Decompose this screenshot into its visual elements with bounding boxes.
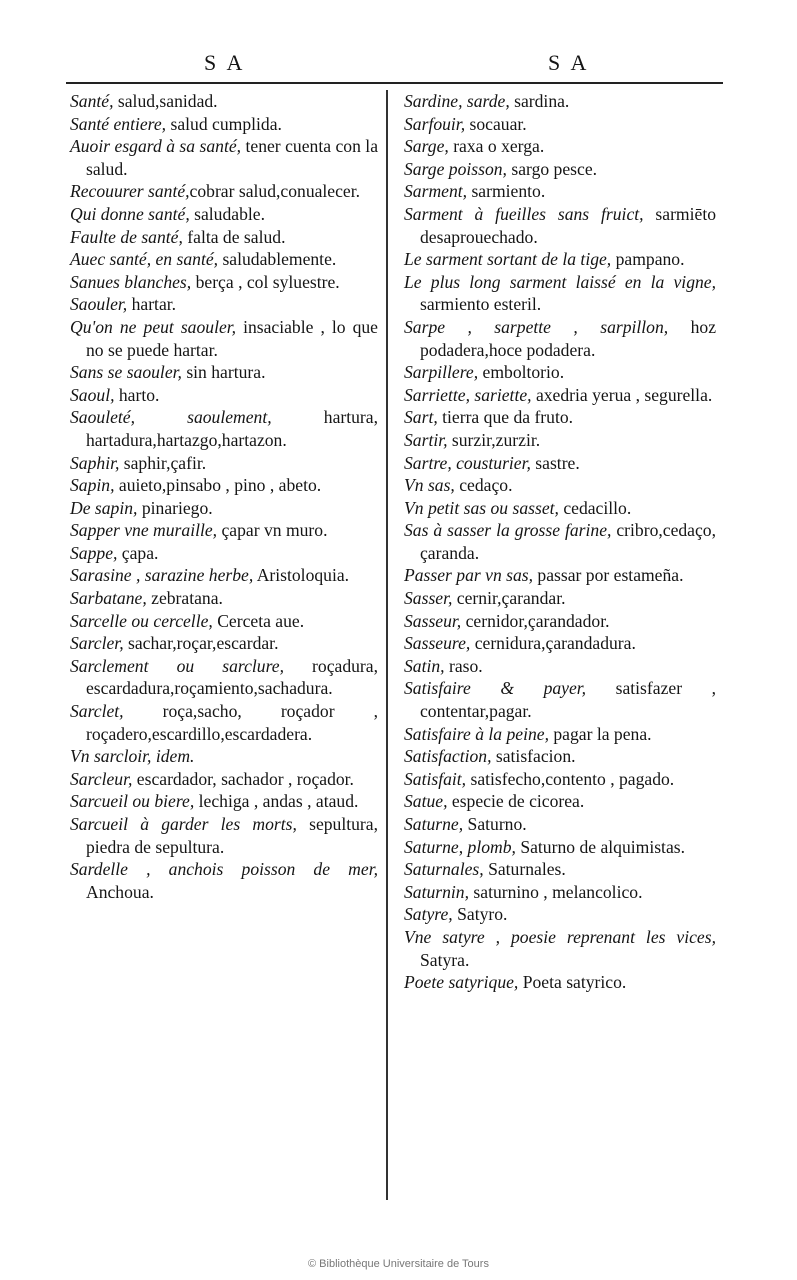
entry-headword: Sartre, cousturier, — [404, 452, 531, 473]
entry-headword: Sarcleur, — [70, 768, 133, 789]
entry-definition: salud cumplida. — [166, 113, 282, 134]
right-column — [404, 90, 716, 994]
dictionary-entry — [70, 361, 378, 384]
dictionary-entry — [404, 519, 716, 564]
entry-headword: Sarcelle ou cercelle, — [70, 610, 213, 631]
entry-definition: saludablemente. — [218, 249, 337, 270]
entry-headword: Sarpillere, — [404, 362, 479, 383]
entry-headword: Saturne, — [404, 814, 464, 834]
entry-definition: Satyra. — [420, 949, 470, 970]
dictionary-entry — [404, 248, 716, 271]
entry-definition: Cerceta aue. — [212, 610, 305, 631]
entry-headword: Saphir, — [70, 452, 120, 473]
entry-definition: Saturno de alquimistas. — [515, 836, 685, 857]
entry-definition: roça,sacho, roçador , roçadero,escardillo,escardadera. — [86, 701, 378, 744]
entry-headword: Santé entiere, — [70, 113, 167, 134]
entry-definition: saludable. — [189, 203, 265, 224]
entry-definition: sastre. — [530, 452, 580, 473]
dictionary-entry — [404, 858, 716, 881]
entry-headword: Sasser, — [404, 588, 453, 609]
dictionary-entry — [404, 158, 716, 181]
entry-definition: tener cuenta con la salud. — [86, 136, 378, 179]
entry-headword: Sarasine , sarazine herbe, — [70, 565, 254, 586]
entry-definition: auieto,pinsabo , pino , abeto. — [114, 475, 322, 496]
entry-definition: satisfecho,contento , pagado. — [466, 768, 675, 789]
entry-headword: Sarbatane, — [70, 588, 147, 609]
dictionary-entry — [70, 813, 378, 858]
entry-definition: sargo pesce. — [506, 158, 598, 179]
entry-definition: Satyro. — [452, 904, 508, 925]
library-credit: © Bibliothèque Universitaire de Tours — [308, 1258, 489, 1270]
dictionary-entry — [404, 655, 716, 678]
entry-headword: Sarclet, — [70, 701, 124, 722]
running-head-right: S A — [548, 50, 590, 75]
entry-definition: çapa. — [117, 542, 159, 563]
entry-headword: Le sarment sortant de la tige, — [404, 249, 612, 270]
dictionary-entry — [404, 745, 716, 768]
entry-headword: Vne satyre , poesie reprenant les vices, — [404, 926, 716, 947]
entry-headword: Sas à sasser la grosse farine, — [404, 520, 612, 541]
dictionary-entry — [70, 180, 378, 203]
entry-definition: Saturno. — [463, 814, 527, 834]
entry-definition: passar por estameña. — [533, 565, 684, 586]
dictionary-entry — [70, 632, 378, 655]
dictionary-entry — [404, 180, 716, 203]
dictionary-entry — [70, 474, 378, 497]
entry-definition: çapar vn muro. — [217, 520, 328, 541]
entry-headword: Sardelle , anchois poisson de mer, — [70, 859, 378, 880]
entry-headword: Santé, — [70, 91, 114, 111]
entry-definition: satisfacion. — [491, 746, 576, 767]
entry-definition: Aristoloquia. — [253, 565, 350, 586]
entry-headword: Sarcler, — [70, 633, 124, 654]
entry-definition: zebratana. — [146, 588, 223, 609]
entry-headword: Saoul, — [70, 384, 115, 405]
dictionary-entry — [70, 248, 378, 271]
column-divider — [386, 90, 388, 1200]
dictionary-entry — [70, 135, 378, 180]
dictionary-entry — [404, 903, 716, 926]
entry-definition: cernir,çarandar. — [452, 588, 566, 609]
dictionary-entry — [404, 429, 716, 452]
dictionary-entry — [70, 564, 378, 587]
entry-headword: Vn sas, — [404, 475, 455, 496]
entry-headword: Poete satyrique, — [404, 972, 519, 993]
dictionary-entry — [70, 790, 378, 813]
dictionary-entry — [404, 971, 716, 994]
entry-definition: surzir,zurzir. — [447, 429, 541, 450]
dictionary-entry — [70, 497, 378, 520]
entry-definition: hartar. — [127, 294, 177, 315]
left-column — [70, 90, 378, 903]
entry-headword: Saturnin, — [404, 881, 470, 902]
entry-headword: Sartir, — [404, 429, 448, 450]
dictionary-entry — [404, 90, 716, 113]
dictionary-entry — [70, 452, 378, 475]
entry-headword: De sapin, — [70, 497, 138, 518]
entry-headword: Vn petit sas ou sasset, — [404, 497, 559, 518]
entry-headword: Sarclement ou sarclure, — [70, 655, 284, 676]
entry-headword: Satisfait, — [404, 768, 467, 789]
dictionary-entry — [70, 858, 378, 903]
dictionary-entry — [70, 293, 378, 316]
entry-definition: insaciable , lo que no se puede hartar. — [86, 316, 378, 360]
entry-headword: Saouleté, saoulement, — [70, 407, 272, 428]
entry-headword: Le plus long sarment laissé en la vigne, — [404, 271, 716, 292]
entry-headword: Qui donne santé, — [70, 203, 190, 224]
entry-headword: Recouurer santé, — [70, 181, 190, 202]
entry-definition: sarmiento. — [467, 181, 546, 202]
entry-definition: falta de salud. — [182, 226, 286, 247]
entry-definition: raso. — [444, 655, 483, 676]
entry-definition: hartura, hartadura,hartazgo,hartazon. — [86, 407, 378, 450]
dictionary-entry — [404, 271, 716, 316]
entry-headword: Sarge, — [404, 136, 449, 157]
dictionary-entry — [404, 406, 716, 429]
entry-headword: Passer par vn sas, — [404, 565, 534, 586]
dictionary-entry — [70, 113, 378, 136]
entry-definition: berça , col syluestre. — [191, 271, 340, 292]
entry-headword: Sanues blanches, — [70, 271, 192, 292]
entry-headword: Sarge poisson, — [404, 158, 507, 179]
entry-headword: Qu'on ne peut saouler, — [70, 316, 237, 337]
entry-definition: cernidor,çarandador. — [461, 610, 610, 631]
dictionary-entry — [404, 135, 716, 158]
dictionary-entry — [70, 519, 378, 542]
entry-headword: Sasseure, — [404, 633, 471, 654]
dictionary-entry — [70, 610, 378, 633]
dictionary-entry — [404, 768, 716, 791]
entry-definition: raxa o xerga. — [448, 136, 545, 157]
dictionary-entry — [404, 474, 716, 497]
dictionary-entry — [70, 203, 378, 226]
entry-headword: Satue, — [404, 791, 448, 812]
entry-definition: cernidura,çarandadura. — [470, 633, 636, 654]
dictionary-entry — [404, 881, 716, 904]
entry-definition: Saturnales. — [483, 859, 566, 880]
entry-definition: sachar,roçar,escardar. — [123, 633, 279, 654]
dictionary-entry — [404, 632, 716, 655]
entry-headword: Satyre, — [404, 904, 453, 925]
entry-headword: Saturne, plomb, — [404, 836, 516, 857]
entry-definition: sarmiento esteril. — [420, 294, 542, 315]
dictionary-entry — [404, 316, 716, 361]
dictionary-entry — [70, 587, 378, 610]
dictionary-entry — [70, 745, 378, 768]
dictionary-entry — [404, 452, 716, 475]
entry-definition: harto. — [114, 384, 160, 405]
entry-headword: Sasseur, — [404, 610, 462, 631]
entry-headword: Sarment à fueilles sans fruict, — [404, 203, 644, 224]
entry-definition: pagar la pena. — [548, 723, 652, 744]
entry-headword: Sarcueil à garder les morts, — [70, 814, 297, 834]
dictionary-entry — [404, 723, 716, 746]
entry-definition: Poeta satyrico. — [518, 972, 627, 993]
dictionary-entry — [70, 768, 378, 791]
entry-headword: Sarcueil ou biere, — [70, 791, 195, 812]
dictionary-entry — [70, 700, 378, 745]
dictionary-entry — [70, 90, 378, 113]
entry-headword: Satisfaction, — [404, 746, 492, 767]
entry-headword: Sarfouir, — [404, 113, 466, 134]
dictionary-entry — [404, 497, 716, 520]
entry-definition: sepultura, piedra de sepultura. — [86, 814, 378, 857]
dictionary-entry — [404, 587, 716, 610]
entry-headword: Sarment, — [404, 181, 468, 202]
entry-headword: Satin, — [404, 655, 445, 676]
dictionary-entry — [404, 926, 716, 971]
entry-headword: Vn sarcloir, idem. — [70, 746, 195, 767]
entry-headword: Sapper vne muraille, — [70, 520, 218, 541]
entry-definition: socauar. — [465, 113, 527, 134]
dictionary-entry — [70, 406, 378, 451]
entry-headword: Sart, — [404, 407, 438, 428]
header-rule — [66, 82, 723, 84]
entry-headword: Sarriette, sariette, — [404, 384, 532, 405]
entry-definition: pampano. — [611, 249, 685, 270]
entry-definition: salud,sanidad. — [113, 91, 218, 111]
entry-headword: Sans se saouler, — [70, 362, 182, 383]
dictionary-entry — [70, 226, 378, 249]
entry-headword: Sappe, — [70, 542, 118, 563]
entry-definition: escardador, sachador , roçador. — [132, 768, 354, 789]
entry-definition: emboltorio. — [478, 362, 565, 383]
entry-headword: Satisfaire & payer, — [404, 678, 587, 699]
dictionary-entry — [404, 203, 716, 248]
dictionary-entry — [70, 384, 378, 407]
entry-headword: Sapin, — [70, 475, 115, 496]
dictionary-entry — [404, 790, 716, 813]
entry-headword: Auec santé, en santé, — [70, 249, 219, 270]
entry-definition: satisfazer , contentar,pagar. — [420, 678, 716, 722]
entry-definition: sin hartura. — [181, 362, 266, 383]
entry-definition: axedria yerua , segurella. — [531, 384, 713, 405]
entry-definition: sarmiēto desaprouechado. — [420, 203, 716, 247]
entry-definition: saphir,çafir. — [119, 452, 207, 473]
entry-definition: cedacillo. — [558, 497, 632, 518]
entry-definition: cedaço. — [454, 475, 513, 496]
entry-definition: especie de cicorea. — [447, 791, 585, 812]
entry-definition: lechiga , andas , ataud. — [194, 791, 359, 812]
dictionary-entry — [404, 564, 716, 587]
dictionary-entry — [404, 384, 716, 407]
entry-definition: sardina. — [509, 91, 570, 111]
dictionary-entry — [70, 542, 378, 565]
entry-headword: Sardine, sarde, — [404, 91, 510, 111]
entry-definition: pinariego. — [137, 497, 213, 518]
dictionary-entry — [70, 655, 378, 700]
running-head-left: S A — [204, 50, 246, 75]
dictionary-entry — [404, 610, 716, 633]
dictionary-entry — [404, 113, 716, 136]
entry-definition: hoz podadera,hoce podadera. — [420, 316, 716, 360]
entry-headword: Faulte de santé, — [70, 226, 183, 247]
entry-definition: tierra que da fruto. — [437, 407, 574, 428]
dictionary-entry — [70, 271, 378, 294]
dictionary-entry — [404, 677, 716, 722]
dictionary-entry — [70, 316, 378, 361]
dictionary-entry — [404, 361, 716, 384]
entry-definition: cobrar salud,conualecer. — [189, 181, 361, 202]
entry-definition: saturnino , melancolico. — [469, 881, 643, 902]
dictionary-entry — [404, 813, 716, 836]
entry-definition: Anchoua. — [86, 881, 154, 902]
entry-headword: Satisfaire à la peine, — [404, 723, 549, 744]
entry-headword: Saouler, — [70, 294, 128, 315]
entry-definition: cribro,cedaço, çaranda. — [420, 520, 716, 563]
dictionary-entry — [404, 836, 716, 859]
entry-headword: Auoir esgard à sa santé, — [70, 136, 242, 157]
entry-headword: Saturnales, — [404, 859, 484, 880]
entry-headword: Sarpe , sarpette , sarpillon, — [404, 316, 669, 337]
entry-definition: roçadura, escardadura,roçamiento,sachadura. — [86, 655, 378, 699]
